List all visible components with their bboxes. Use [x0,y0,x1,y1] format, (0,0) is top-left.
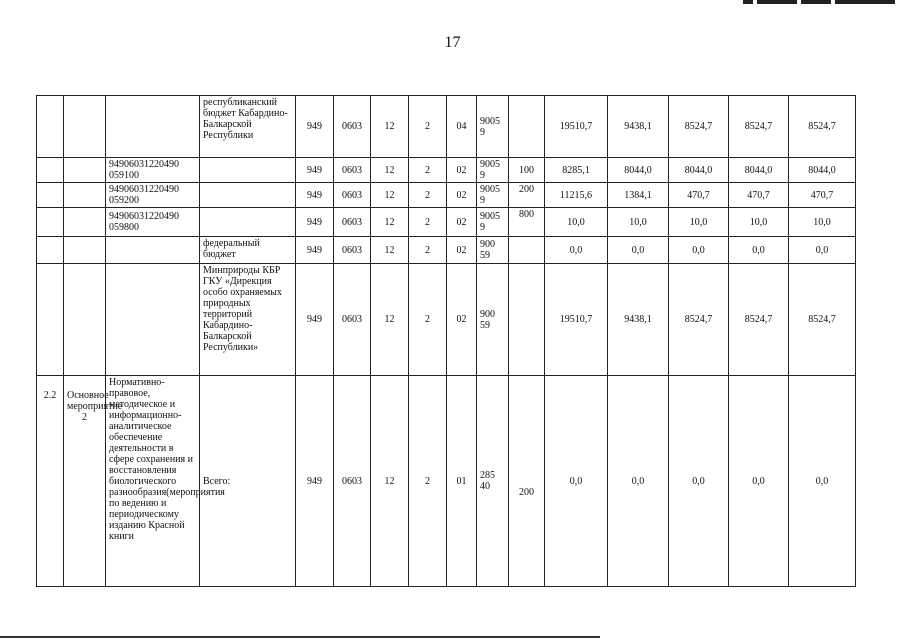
budget-code: 94906031220490 059100 [106,158,200,183]
value-2: 0,0 [608,376,669,587]
footer-rule [0,636,600,638]
table-row [37,376,856,587]
funding-source: федеральный бюджет [200,237,296,264]
rzpr: 0603 [334,96,371,158]
funding-source: Всего: [200,376,296,587]
pgp: 2 [409,158,447,183]
value-4: 8044,0 [729,158,789,183]
rzpr: 0603 [334,158,371,183]
value-4: 470,7 [729,183,789,208]
value-4: 8524,7 [729,264,789,376]
value-4: 10,0 [729,208,789,237]
value-3: 8524,7 [669,264,729,376]
value-2: 1384,1 [608,183,669,208]
table-row [37,183,856,208]
value-1: 10,0 [545,208,608,237]
vr: 800 [509,208,545,237]
table-row [37,264,856,376]
pgp: 2 [409,264,447,376]
om: 01 [447,376,477,587]
grbs: 949 [296,96,334,158]
vr [509,264,545,376]
value-2: 9438,1 [608,264,669,376]
page-number: 17 [444,34,461,51]
rzpr: 0603 [334,208,371,237]
kbk: 9005 9 [477,158,509,183]
value-2: 10,0 [608,208,669,237]
kbk: 9005 9 [477,183,509,208]
value-1: 11215,6 [545,183,608,208]
vr [509,237,545,264]
grbs: 949 [296,158,334,183]
kbk: 9005 9 [477,96,509,158]
gp: 12 [371,264,409,376]
pgp: 2 [409,208,447,237]
vr: 200 [509,376,545,587]
value-1: 19510,7 [545,264,608,376]
value-5: 10,0 [789,208,856,237]
value-1: 0,0 [545,237,608,264]
table-row [37,96,856,158]
grbs: 949 [296,183,334,208]
value-2: 9438,1 [608,96,669,158]
budget-table [36,95,856,587]
value-5: 0,0 [789,237,856,264]
value-4: 0,0 [729,376,789,587]
kbk: 900 59 [477,237,509,264]
pgp: 2 [409,237,447,264]
rzpr: 0603 [334,376,371,587]
value-4: 0,0 [729,237,789,264]
vr [509,96,545,158]
om: 02 [447,183,477,208]
gp: 12 [371,237,409,264]
value-3: 0,0 [669,237,729,264]
value-5: 470,7 [789,183,856,208]
value-1: 19510,7 [545,96,608,158]
rzpr: 0603 [334,183,371,208]
row-index: 2.2 [37,376,64,587]
funding-source: республиканский бюджет Кабардино-Балкарской Республики [200,96,296,158]
value-5: 8524,7 [789,264,856,376]
funding-source: Минприроды КБР ГКУ «Дирекция особо охраняемых природных территорий Кабардино-Балкарской Республики» [200,264,296,376]
value-4: 8524,7 [729,96,789,158]
value-5: 8044,0 [789,158,856,183]
table-row [37,237,856,264]
vr: 100 [509,158,545,183]
budget-code: 94906031220490 059800 [106,208,200,237]
kbk: 285 40 [477,376,509,587]
kbk: 9005 9 [477,208,509,237]
value-1: 8285,1 [545,158,608,183]
value-3: 8524,7 [669,96,729,158]
value-3: 10,0 [669,208,729,237]
kbk: 900 59 [477,264,509,376]
value-1: 0,0 [545,376,608,587]
value-5: 0,0 [789,376,856,587]
vr: 200 [509,183,545,208]
grbs: 949 [296,237,334,264]
budget-code: 94906031220490 059200 [106,183,200,208]
value-2: 0,0 [608,237,669,264]
table-row [37,208,856,237]
value-3: 470,7 [669,183,729,208]
grbs: 949 [296,208,334,237]
row-status: Основное мероприятие 2 [64,376,106,587]
top-edge-marks [743,0,895,6]
om: 02 [447,237,477,264]
pgp: 2 [409,96,447,158]
gp: 12 [371,96,409,158]
om: 04 [447,96,477,158]
om: 02 [447,208,477,237]
pgp: 2 [409,376,447,587]
rzpr: 0603 [334,264,371,376]
gp: 12 [371,183,409,208]
value-3: 0,0 [669,376,729,587]
gp: 12 [371,158,409,183]
pgp: 2 [409,183,447,208]
rzpr: 0603 [334,237,371,264]
grbs: 949 [296,376,334,587]
gp: 12 [371,376,409,587]
om: 02 [447,264,477,376]
value-5: 8524,7 [789,96,856,158]
activity-name: Нормативно-правовое, методическое и информационно-аналитическое обеспечение деятельности в сфере сохранения и восстановления биологического разнообразия(мероприятия по ведению и периодическому изданию Красной книги [106,376,200,587]
om: 02 [447,158,477,183]
grbs: 949 [296,264,334,376]
gp: 12 [371,208,409,237]
table-row [37,158,856,183]
value-3: 8044,0 [669,158,729,183]
value-2: 8044,0 [608,158,669,183]
